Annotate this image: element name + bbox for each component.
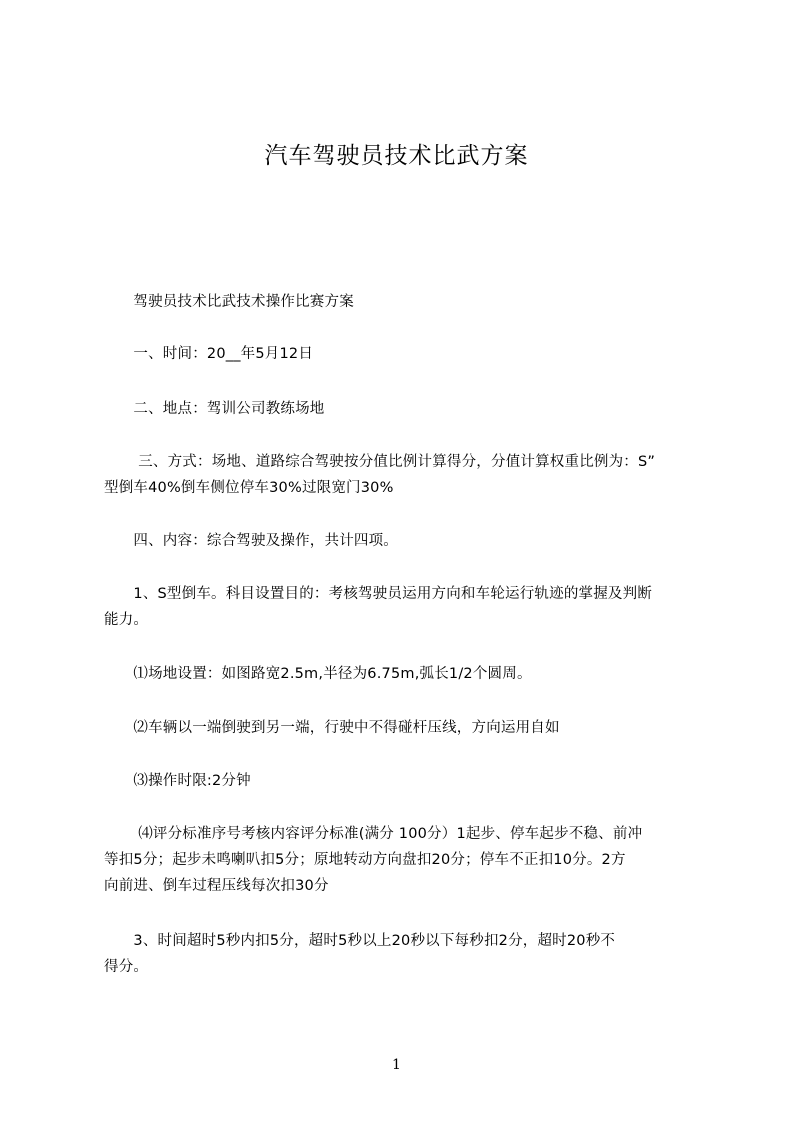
paragraph-s-reverse <box>104 581 714 633</box>
paragraph-line: ⑷评分标准序号考核内容评分标准(满分 100分）1起步、停车起步不稳、前冲 <box>104 826 643 842</box>
paragraph-time <box>104 341 714 367</box>
paragraph-subtitle <box>104 289 714 315</box>
paragraph-line: 能力。 <box>104 612 149 628</box>
paragraph-time-limit <box>104 768 714 794</box>
paragraph-site-setup <box>104 661 714 687</box>
paragraph-vehicle-reverse <box>104 715 714 741</box>
paragraph-line: 驾驶员技术比武技术操作比赛方案 <box>104 294 354 310</box>
document-title: 汽车驾驶员技术比武方案 <box>264 143 529 169</box>
paragraph-line: 3、时间超时5秒内扣5分，超时5秒以上20秒以下每秒扣2分，超时20秒不 <box>104 933 616 949</box>
paragraph-line: ⑶操作时限:2分钟 <box>104 773 251 789</box>
paragraph-line: 1、S型倒车。科目设置目的：考核驾驶员运用方向和车轮运行轨迹的掌握及判断 <box>104 586 653 602</box>
paragraph-scoring <box>104 821 714 899</box>
paragraph-overtime <box>104 928 714 980</box>
paragraph-line: 等扣5分；起步未鸣喇叭扣5分；原地转动方向盘扣20分；停车不正扣10分。2方 <box>104 852 626 868</box>
paragraph-method <box>104 449 714 501</box>
paragraph-line: ⑵车辆以一端倒驶到另一端，行驶中不得碰杆压线，方向运用自如 <box>104 720 560 736</box>
paragraph-line: ⑴场地设置：如图路宽2.5m,半径为6.75m,弧长1/2个圆周。 <box>104 666 532 682</box>
paragraph-line: 二、地点：驾训公司教练场地 <box>104 401 325 417</box>
paragraph-line: 得分。 <box>104 959 149 975</box>
paragraph-line: 四、内容：综合驾驶及操作，共计四项。 <box>104 533 398 549</box>
paragraph-line: 型倒车40%倒车侧位停车30%过限宽门30% <box>104 480 394 496</box>
paragraph-line: 向前进、倒车过程压线每次扣30分 <box>104 878 329 894</box>
paragraph-content <box>104 528 714 554</box>
paragraph-location <box>104 396 714 422</box>
paragraph-line: 一、时间：20__年5月12日 <box>104 346 314 362</box>
page-number: 1 <box>392 1057 401 1073</box>
paragraph-line: 三、方式：场地、道路综合驾驶按分值比例计算得分，分值计算权重比例为：S” <box>104 454 656 470</box>
